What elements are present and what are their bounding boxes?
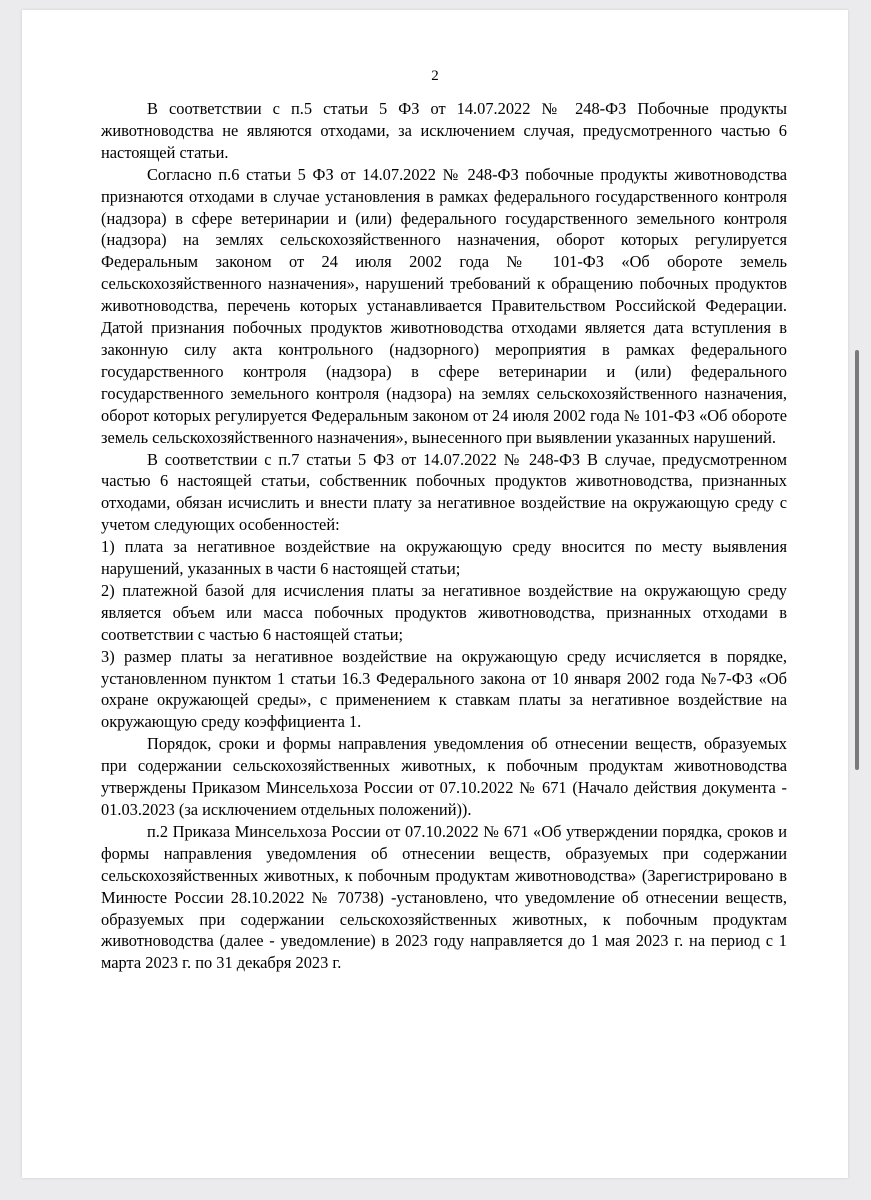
list-item: 3) размер платы за негативное воздействие на окружающую среду исчисляется в порядке, установленном пунктом 1 статьи 16.3 Федерального закона от 10 января 2002 года №7-ФЗ «Об охране окружающей среды», с применением к ставкам платы за негативное воздействие на окружающую среду коэффициента 1. — [101, 646, 787, 732]
list-item: 2) платежной базой для исчисления платы за негативное воздействие на окружающую среду является объем или масса побочных продуктов животноводства, признанных отходами в соответствии с частью 6 настоящей статьи; — [101, 580, 787, 644]
document-body — [101, 98, 787, 974]
page-number: 2 — [431, 68, 439, 84]
paragraph: В соответствии с п.7 статьи 5 ФЗ от 14.07.2022 № 248-ФЗ В случае, предусмотренном частью 6 настоящей статьи, собственник побочных продуктов животноводства, признанных отходами, обязан исчислить и внести плату за негативное воздействие на окружающую среду с учетом следующих особенностей: — [101, 449, 787, 535]
vertical-scrollbar[interactable] — [855, 350, 859, 770]
document-page — [22, 10, 848, 1178]
paragraph: Согласно п.6 статьи 5 ФЗ от 14.07.2022 № 248-ФЗ побочные продукты животноводства признаются отходами в случае установления в рамках федерального государственного контроля (надзора) в сфере ветеринарии и (или) федерального государственного земельного контроля (надзора) на землях сельскохозяйственного назначения, оборот которых регулируется Федеральным законом от 24 июля 2002 года № 101-ФЗ «Об обороте земель сельскохозяйственного назначения», нарушений требований к обращению побочных продуктов животноводства, перечень которых устанавливается Правительством Российской Федерации. Датой признания побочных продуктов животноводства отходами является дата вступления в законную силу акта контрольного (надзорного) мероприятия в рамках федерального государственного контроля (надзора) в сфере ветеринарии и (или) федерального государственного земельного контроля (надзора) на землях сельскохозяйственного назначения, оборот которых регулируется Федеральным законом от 24 июля 2002 года № 101-ФЗ «Об обороте земель сельскохозяйственного назначения», вынесенного при выявлении указанных нарушений. — [101, 164, 787, 447]
paragraph: п.2 Приказа Минсельхоза России от 07.10.2022 № 671 «Об утверждении порядка, сроков и формы направления уведомления об отнесении веществ, образуемых при содержании сельскохозяйственных животных, к побочным продуктам животноводства» (Зарегистрировано в Минюсте России 28.10.2022 № 70738) -установлено, что уведомление об отнесении веществ, образуемых при содержании сельскохозяйственных животных, к побочным продуктам животноводства (далее - уведомление) в 2023 году направляется до 1 мая 2023 г. на период с 1 марта 2023 г. по 31 декабря 2023 г. — [101, 821, 787, 973]
paragraph: Порядок, сроки и формы направления уведомления об отнесении веществ, образуемых при содержании сельскохозяйственных животных, к побочным продуктам животноводства утверждены Приказом Минсельхоза России от 07.10.2022 № 671 (Начало действия документа - 01.03.2023 (за исключением отдельных положений)). — [101, 734, 787, 819]
paragraph: В соответствии с п.5 статьи 5 ФЗ от 14.07.2022 № 248-ФЗ Побочные продукты животноводства не являются отходами, за исключением случая, предусмотренного частью 6 настоящей статьи. — [101, 99, 787, 162]
list-item: 1) плата за негативное воздействие на окружающую среду вносится по месту выявления нарушений, указанных в части 6 настоящей статьи; — [101, 537, 787, 579]
